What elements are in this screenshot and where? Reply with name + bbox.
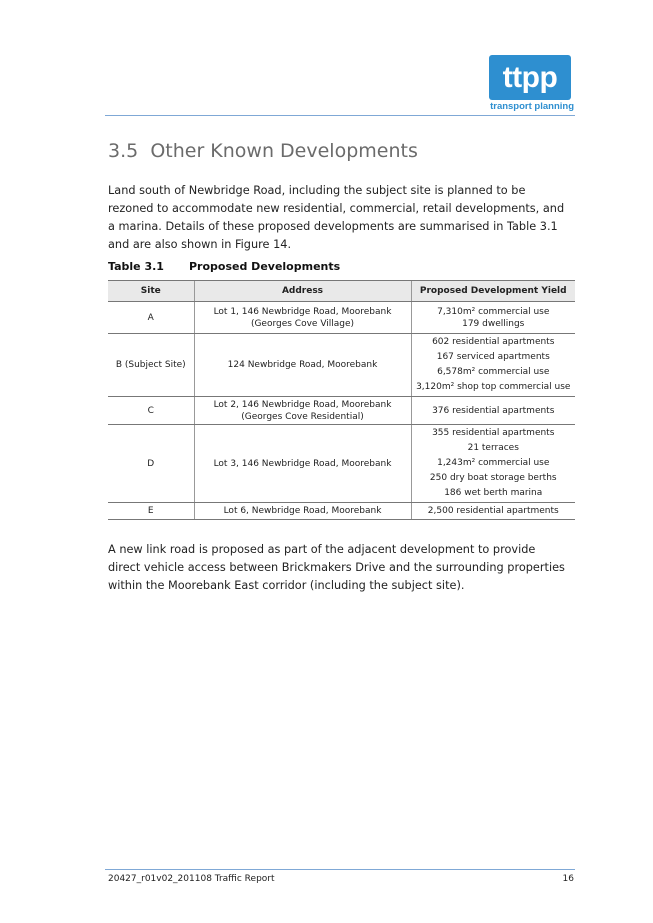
yield-cell	[411, 503, 575, 520]
yield-line: 1,243m² commercial use	[437, 458, 550, 468]
site-cell: A	[108, 302, 194, 334]
table-label: Table 3.1	[108, 260, 164, 273]
address-line: Lot 2, 146 Newbridge Road, Moorebank	[213, 399, 392, 410]
yield-line: 376 residential apartments	[432, 405, 555, 416]
header-site: Site	[108, 281, 194, 302]
yield-cell	[411, 302, 575, 334]
ttpp-logo	[487, 53, 574, 115]
page-number: 16	[562, 874, 574, 884]
link-road-paragraph: A new link road is proposed as part of the adjacent development to provide direct vehicle access between Brickmakers Drive and the surrounding properties within the Moorebank East corridor (including the subject site).	[108, 543, 565, 592]
header-address: Address	[194, 281, 411, 302]
site-cell: B (Subject Site)	[108, 334, 194, 397]
footer-document-name: 20427_r01v02_201108 Traffic Report	[108, 874, 275, 884]
table-row	[108, 425, 575, 503]
site-cell: E	[108, 503, 194, 520]
table-title: Proposed Developments	[189, 260, 341, 273]
address-cell	[194, 425, 411, 503]
address-cell	[194, 302, 411, 334]
table-row	[108, 503, 575, 520]
address-line: 124 Newbridge Road, Moorebank	[227, 360, 378, 370]
table-row	[108, 302, 575, 334]
table-caption	[108, 260, 340, 273]
yield-line: 167 serviced apartments	[436, 352, 550, 362]
yield-line: 602 residential apartments	[432, 337, 555, 347]
header-yield: Proposed Development Yield	[411, 281, 575, 302]
yield-line: 2,500 residential apartments	[427, 506, 559, 516]
logo-mark: ttpp	[489, 55, 571, 100]
address-cell	[194, 334, 411, 397]
yield-line: 355 residential apartments	[432, 428, 555, 438]
intro-paragraph: Land south of Newbridge Road, including the subject site is planned to be rezoned to accommodate new residential, commercial, retail developments, and a marina. Details of these proposed developments are summarised in Table 3.1 and are also shown in Figure 14.	[108, 184, 565, 251]
yield-line: 6,578m² commercial use	[437, 367, 550, 377]
address-line: Lot 1, 146 Newbridge Road, Moorebank	[213, 306, 392, 317]
footer-rule	[105, 869, 575, 870]
table-header-row	[108, 281, 575, 302]
section-title: Other Known Developments	[150, 140, 418, 162]
address-cell	[194, 397, 411, 425]
developments-table	[108, 280, 575, 520]
yield-line: 21 terraces	[467, 443, 519, 453]
section-heading	[108, 140, 418, 162]
yield-cell	[411, 425, 575, 503]
yield-line: 7,310m² commercial use	[437, 306, 550, 317]
address-line: (Georges Cove Residential)	[241, 411, 364, 422]
address-line: Lot 3, 146 Newbridge Road, Moorebank	[213, 458, 392, 469]
table-row	[108, 334, 575, 397]
table-row	[108, 397, 575, 425]
yield-cell	[411, 397, 575, 425]
yield-line: 179 dwellings	[462, 318, 525, 329]
yield-cell	[411, 334, 575, 397]
site-cell: C	[108, 397, 194, 425]
yield-line: 186 wet berth marina	[444, 488, 543, 498]
address-cell	[194, 503, 411, 520]
section-number: 3.5	[108, 140, 139, 162]
site-cell: D	[108, 425, 194, 503]
logo-tagline: transport planning	[490, 101, 574, 112]
address-line: (Georges Cove Village)	[250, 318, 355, 329]
yield-line: 250 dry boat storage berths	[429, 473, 557, 483]
address-line: Lot 6, Newbridge Road, Moorebank	[223, 506, 382, 516]
yield-line: 3,120m² shop top commercial use	[416, 382, 571, 392]
header-rule	[105, 115, 575, 116]
